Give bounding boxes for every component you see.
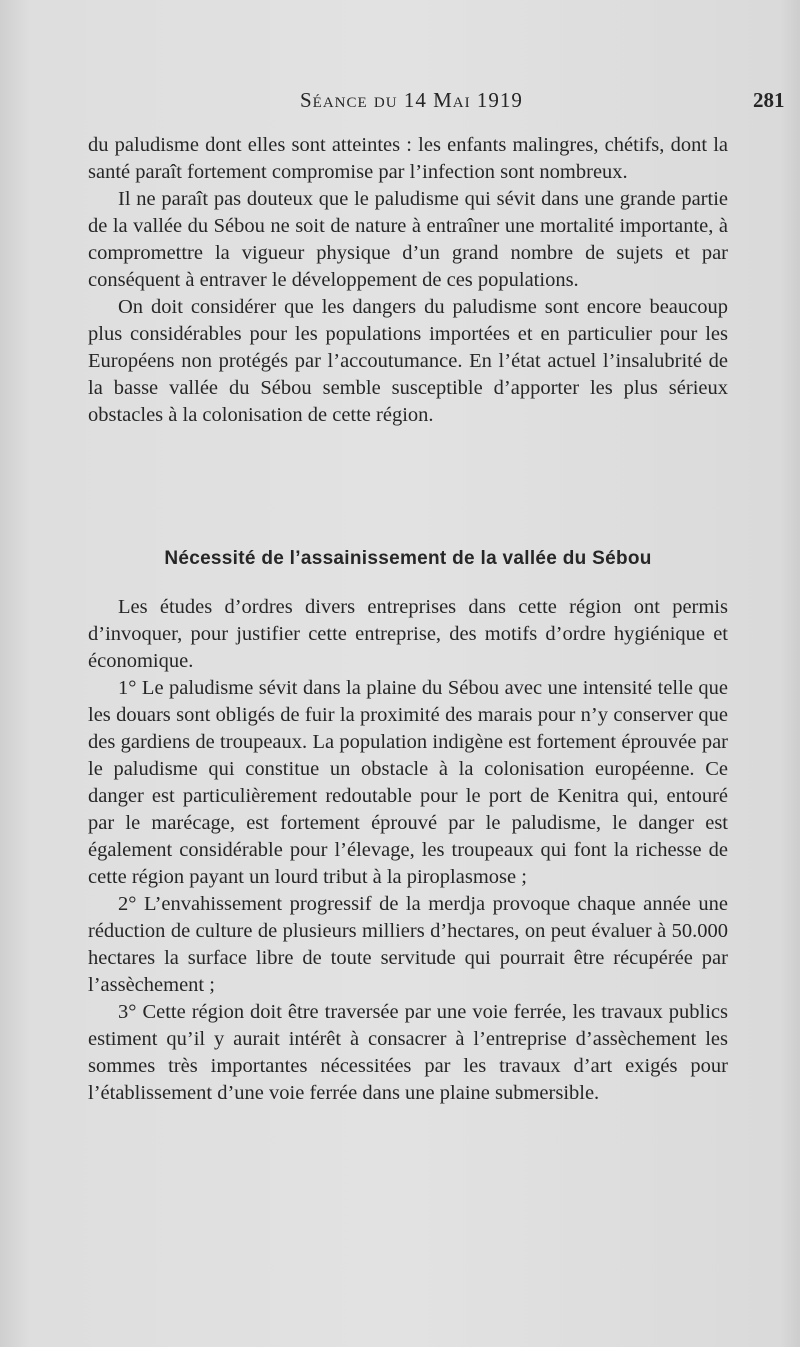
paragraph: 3° Cette région doit être traversée par une voie ferrée, les travaux publics estiment qu’il y aurait intérêt à consacrer à l’entreprise d’assèchement les sommes très importantes nécessitées par les travaux d’art exigés pour l’établissement d’une voie ferrée dans une plaine submersible. (88, 1001, 728, 1104)
section-heading: Nécessité de l’assainissement de la vallée du Sébou (164, 548, 652, 569)
page-number: 281 (753, 88, 785, 112)
paragraph: Les études d’ordres divers entreprises dans cette région ont permis d’invoquer, pour justifier cette entreprise, des motifs d’ordre hygiénique et économique. (88, 596, 728, 672)
running-header (0, 84, 800, 118)
body-text-before-heading (88, 132, 728, 429)
paragraph: du paludisme dont elles sont atteintes : les enfants malingres, chétifs, dont la santé paraît fortement compromise par l’infection sont nombreux. (88, 134, 728, 183)
section-body-text (88, 594, 728, 1107)
paragraph: On doit considérer que les dangers du paludisme sont encore beaucoup plus considérables pour les populations importées et en particulier pour les Européens non protégés par l’accoutumance. En l’état actuel l’insalubrité de la basse vallée du Sébou semble susceptible d’apporter les plus sérieux obstacles à la colonisation de cette région. (88, 296, 728, 426)
paragraph: 1° Le paludisme sévit dans la plaine du Sébou avec une intensité telle que les douars sont obligés de fuir la proximité des marais pour n’y conserver que des gardiens de troupeaux. La population indigène est fortement éprouvée par le paludisme qui constitue un obstacle à la colonisation européenne. Ce danger est particulièrement redoutable pour le port de Kenitra qui, entouré par le marécage, est fortement éprouvé par le paludisme, le danger est également considérable pour l’élevage, les troupeaux qui font la richesse de cette région payant un lourd tribut à la piroplasmose ; (88, 677, 728, 888)
header-title: Séance du 14 Mai 1919 (300, 88, 523, 112)
paragraph: Il ne paraît pas douteux que le paludisme qui sévit dans une grande partie de la vallée du Sébou ne soit de nature à entraîner une mortalité importante, à compromettre la vigueur physique d’un grand nombre de sujets et par conséquent à entraver le développement de ces populations. (88, 188, 728, 291)
paragraph: 2° L’envahissement progressif de la merdja provoque chaque année une réduction de culture de plusieurs milliers d’hectares, on peut évaluer à 50.000 hectares la surface libre de toute servitude qui pourrait être récupérée par l’assèchement ; (88, 893, 728, 996)
